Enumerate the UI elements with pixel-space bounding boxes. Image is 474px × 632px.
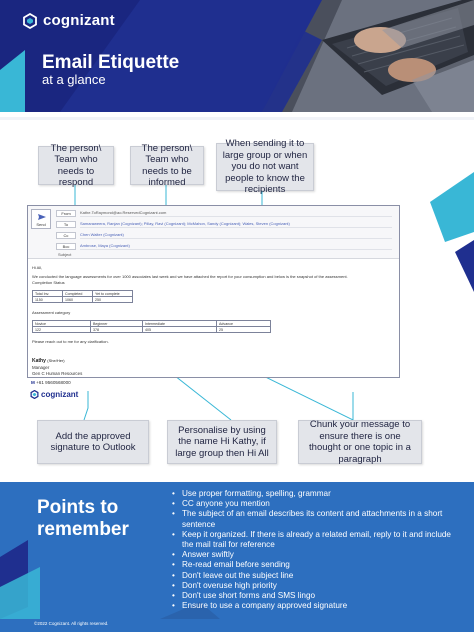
- email-header: [28, 206, 399, 259]
- callout-bcc: When sending it to large group or when you do not want people to know the recipients: [216, 143, 314, 191]
- from-field[interactable]: Kathe.ToRaymond@ao.ReservedCognizant.com: [80, 210, 392, 217]
- send-label: Send: [36, 222, 46, 227]
- cc-button[interactable]: Cc: [56, 232, 76, 239]
- subject-field[interactable]: Subject: [58, 252, 72, 257]
- list-item: • Don't overuse high priority: [170, 581, 455, 591]
- send-button[interactable]: [31, 209, 51, 229]
- table-cell: Total Inv.: [33, 291, 63, 297]
- cc-field[interactable]: Chen Walter (Cognizant): [80, 232, 392, 239]
- table-cell: 250: [93, 297, 133, 303]
- callout-signature: Add the approved signature to Outlook: [37, 420, 149, 464]
- list-item: • Answer swiftly: [170, 550, 455, 560]
- signature-pronouns: (She/Her): [47, 358, 65, 363]
- status-heading: Completion Status: [32, 280, 65, 285]
- bcc-field[interactable]: Ambrose, Maya (Cognizant): [80, 243, 392, 250]
- table-cell: Completed: [63, 291, 93, 297]
- table-cell: Yet to complete: [93, 291, 133, 297]
- category-heading: Assessment category: [32, 310, 71, 315]
- copyright-text: ©2022 Cognizant. All rights reserved.: [34, 621, 109, 626]
- page-title: Email Etiquette: [42, 52, 180, 73]
- list-item: • Don't leave out the subject line: [170, 571, 455, 581]
- list-item: • Ensure to use a company approved signature: [170, 601, 455, 611]
- status-table: [32, 290, 133, 303]
- callout-personalise: Personalise by using the name Hi Kathy, if large group then Hi All: [167, 420, 277, 464]
- to-field[interactable]: Samaraweera, Ranjan (Cognizant); Pillay, Ravi (Cognizant); McMahon, Sandy (Cognizant); Wales, Steven (Cognizant): [80, 221, 392, 228]
- signature-title: Manager: [32, 365, 50, 370]
- list-item: • The subject of an email describes its content and attachments in a short sentence: [170, 509, 455, 529]
- callout-informed: The person\ Team who needs to be informed: [130, 146, 204, 185]
- callout-respond: The person\ Team who needs to respond: [38, 146, 114, 185]
- table-cell: Novice: [33, 321, 91, 327]
- to-button[interactable]: To: [56, 221, 76, 228]
- list-item: • Keep it organized. If there is already a related email, reply to it and include the mail trail for reference: [170, 530, 455, 550]
- points-title: Points to remember: [37, 497, 129, 540]
- list-item: • CC anyone you mention: [170, 499, 455, 509]
- email-greeting: Hi All,: [32, 265, 43, 270]
- signature-logo-icon: [30, 390, 39, 399]
- table-cell: 122: [33, 327, 91, 333]
- callout-chunk: Chunk your message to ensure there is one thought or one topic in a paragraph: [298, 420, 422, 464]
- logo-text: cognizant: [43, 12, 115, 29]
- category-table: [32, 320, 271, 333]
- list-item: • Use proper formatting, spelling, grammar: [170, 489, 455, 499]
- table-cell: Intermediate: [143, 321, 217, 327]
- bcc-button[interactable]: Bcc: [56, 243, 76, 250]
- signature-phone: [31, 380, 71, 385]
- email-mockup: [27, 205, 400, 378]
- email-closing: Please reach out to me for any clarification.: [32, 339, 109, 344]
- phone-number: +61 9560568000: [36, 380, 71, 385]
- table-cell: 1150: [33, 297, 63, 303]
- signature-first-name: Kathy: [32, 358, 46, 364]
- signature-dept: Gen C Human Resources: [32, 371, 83, 376]
- signature-name: [32, 358, 65, 364]
- from-button[interactable]: From: [56, 210, 76, 217]
- email-para: We conducted the language assessments for over 1000 associates last week and we have attached the report for your consumption and below is the snapshot of the assessment.: [32, 274, 348, 279]
- table-cell: Advance: [217, 321, 271, 327]
- phone-label: M: [31, 380, 35, 385]
- signature-logo: [30, 390, 78, 399]
- page-subtitle: at a glance: [42, 72, 106, 87]
- table-cell: 25: [217, 327, 271, 333]
- list-item: • Re-read email before sending: [170, 560, 455, 570]
- table-cell: 1060: [63, 297, 93, 303]
- table-cell: 378: [91, 327, 143, 333]
- table-cell: Beginner: [91, 321, 143, 327]
- send-icon: [38, 214, 46, 220]
- list-item: • Don't use short forms and SMS lingo: [170, 591, 455, 601]
- table-cell: 405: [143, 327, 217, 333]
- tips-list: [170, 489, 455, 611]
- signature-logo-text: cognizant: [41, 390, 79, 399]
